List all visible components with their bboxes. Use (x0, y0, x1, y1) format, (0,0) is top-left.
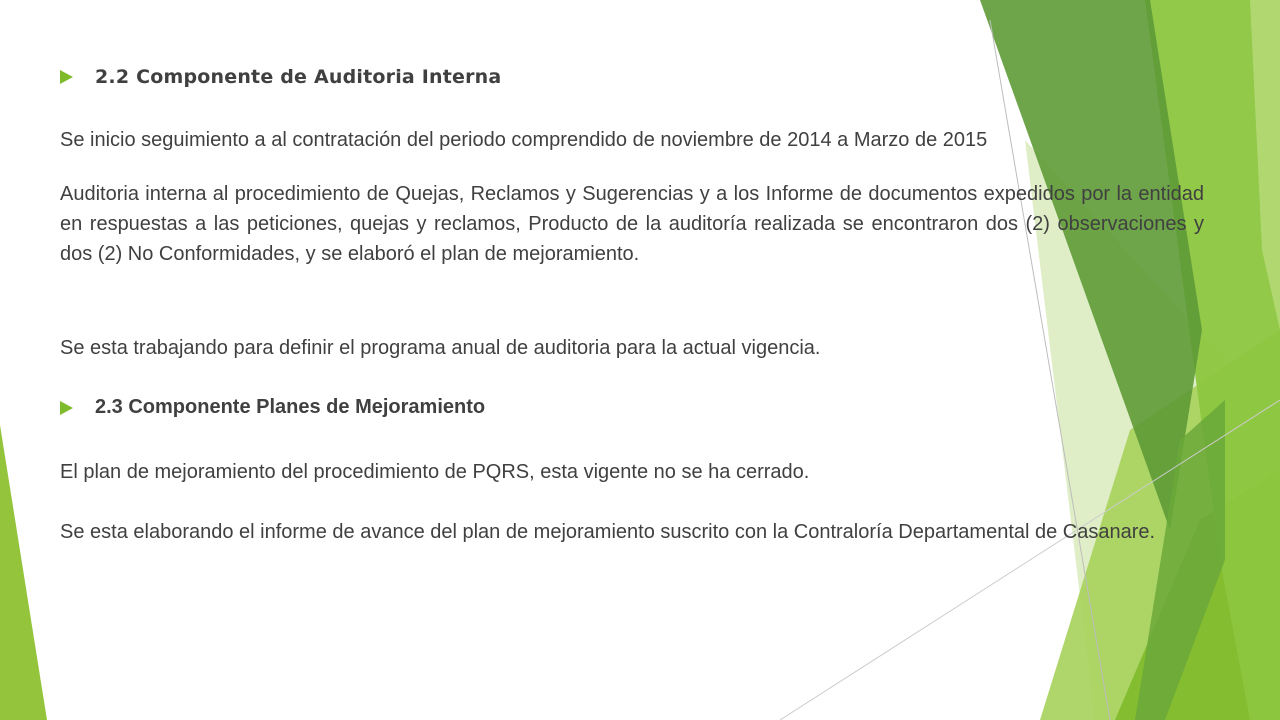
paragraph-programa-anual: Se esta trabajando para definir el programa anual de auditoria para la actual vigencia. (60, 337, 821, 359)
triangle-bullet-icon (60, 70, 73, 84)
paragraph-informe-avance: Se esta elaborando el informe de avance del plan de mejoramiento suscrito con la Contraloría Departamental de Casanare. (60, 521, 1156, 543)
paragraph-auditoria-interna: Auditoria interna al procedimiento de Quejas, Reclamos y Sugerencias y a los Informe de documentos expedidos por la entidad en respuestas a las peticiones, quejas y reclamos, Producto de la auditoría realizada se encontraron dos (2) observaciones y dos (2) No Conformidades, y se elaboró el plan de mejoramiento. (60, 183, 1204, 265)
paragraph-plan-pqrs: El plan de mejoramiento del procedimiento de PQRS, esta vigente no se ha cerrado. (60, 461, 810, 483)
triangle-bullet-icon (60, 401, 73, 415)
paragraph-seguimiento: Se inicio seguimiento a al contratación del periodo comprendido de noviembre de 2014 a Marzo de 2015 (60, 129, 988, 151)
section-heading-auditoria-text: 2.2 Componente de Auditoria Interna (95, 66, 502, 88)
section-heading-planes (60, 396, 485, 419)
section-heading-planes-text: 2.3 Componente Planes de Mejoramiento (95, 396, 486, 418)
section-heading-auditoria (60, 66, 501, 88)
